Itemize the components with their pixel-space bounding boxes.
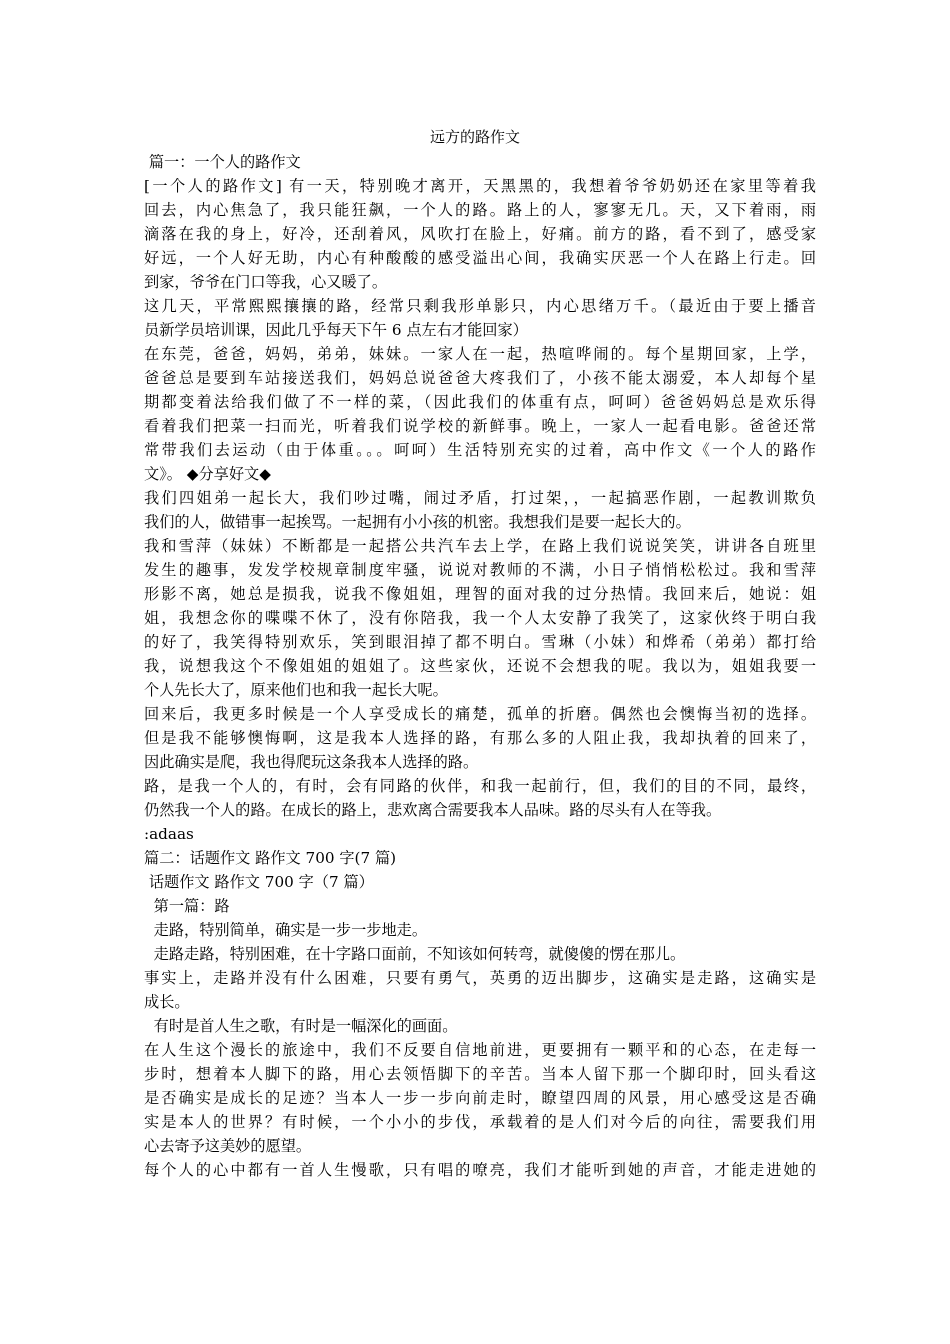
- text-line: 事实上，走路并没有什么困难，只要有勇气，英勇的迈出脚步，这确实是走路，这确实是: [144, 969, 816, 987]
- text-line: 话题作文 路作文 700 字（7 篇）: [144, 873, 374, 891]
- text-line: 的好了，我笑得特别欢乐，笑到眼泪掉了都不明白。雪琳（小妹）和烨希（弟弟）都打给: [144, 633, 816, 651]
- text-line: 心去寄予这美妙的愿望。: [144, 1137, 312, 1155]
- text-line: 员新学员培训课，因此几乎每天下午 6 点左右才能回家）: [144, 321, 528, 339]
- text-line: 因此确实是爬，我也得爬玩这条我本人选择的路。: [144, 753, 479, 771]
- text-line: 篇二：话题作文 路作文 700 字(7 篇): [144, 849, 397, 867]
- text-line: 好远，一个人好无助，内心有种酸酸的感受溢出心间，我确实厌恶一个人在路上行走。回: [144, 249, 816, 267]
- text-line: :adaas: [144, 825, 194, 843]
- text-line: 到家，爷爷在门口等我，心又暖了。: [144, 273, 387, 291]
- text-line: 我们四姐弟一起长大，我们吵过嘴，闹过矛盾，打过架，，一起搞恶作剧，一起教训欺负: [144, 489, 816, 507]
- text-line: 文》。 ◆分享好文◆: [144, 465, 271, 483]
- text-line: 滴落在我的身上，好冷，还刮着风，风吹打在脸上，好痛。前方的路，看不到了，感受家: [144, 225, 816, 243]
- text-line: 发生的趣事，发发学校规章制度牢骚，说说对教师的不满，小日子悄悄松松过。我和雪萍: [144, 561, 816, 579]
- text-line: 仍然我一个人的路。在成长的路上，悲欢离合需要我本人品味。路的尽头有人在等我。: [144, 801, 722, 819]
- document-body: [144, 150, 816, 1182]
- text-line: 个人先长大了，原来他们也和我一起长大呢。: [144, 681, 448, 699]
- text-line: 常带我们去运动（由于体重。。。呵呵）生活特别充实的过着，高中作文《一个人的路作: [144, 441, 816, 459]
- text-line: 我和雪萍（妹妹）不断都是一起搭公共汽车去上学，在路上我们说说笑笑，讲讲各自班里: [144, 537, 816, 555]
- text-line: 姐，我想念你的喋喋不休了，没有你陪我，我一个人太安静了我笑了，这家伙终于明白我: [144, 609, 816, 627]
- text-line: 回去，内心焦急了，我只能狂飙，一个人的路。路上的人，寥寥无几。天，又下着雨，雨: [144, 201, 816, 219]
- text-line: 步时，想着本人脚下的路，用心去领悟脚下的辛苦。当本人留下那一个脚印时，回头看这: [144, 1065, 816, 1083]
- text-line: 走路，特别简单，确实是一步一步地走。: [144, 921, 428, 939]
- text-line: 第一篇：路: [144, 897, 230, 915]
- text-line: 但是我不能够懊悔啊，这是我本人选择的路，有那么多的人阻止我，我却执着的回来了，: [144, 729, 816, 747]
- text-line: 在人生这个漫长的旅途中，我们不反要自信地前进，更要拥有一颗平和的心态，在走每一: [144, 1041, 816, 1059]
- text-line: 走路走路，特别困难，在十字路口面前，不知该如何转弯，就傻傻的愣在那儿。: [144, 945, 686, 963]
- text-line: 爸爸总是要到车站接送我们，妈妈总说爸爸大疼我们了，小孩不能太溺爱，本人却每个星: [144, 369, 816, 387]
- text-line: 期都变着法给我们做了不一样的菜，（因此我们的体重有点，呵呵）爸爸妈妈总是欢乐得: [144, 393, 816, 411]
- text-line: 路，是我一个人的，有时，会有同路的伙伴，和我一起前行，但，我们的目的不同，最终，: [144, 777, 816, 795]
- text-line: 成长。: [144, 993, 190, 1011]
- document-title: 远方的路作文: [429, 128, 520, 146]
- text-line: 看着我们把菜一扫而光，听着我们说学校的新鲜事。晚上，一家人一起看电影。爸爸还常: [144, 417, 816, 435]
- text-line: 是否确实是成长的足迹？当本人一步一步向前走时，瞭望四周的风景，用心感受这是否确: [144, 1089, 816, 1107]
- text-line: 回来后，我更多时候是一个人享受成长的痛楚，孤单的折磨。偶然也会懊悔当初的选择。: [144, 705, 816, 723]
- text-line: 在东莞，爸爸，妈妈，弟弟，妹妹。一家人在一起，热喧哗闹的。每个星期回家，上学，: [144, 345, 816, 363]
- text-line: 每个人的心中都有一首人生慢歌，只有唱的嘹亮，我们才能听到她的声音，才能走进她的: [144, 1161, 816, 1179]
- text-line: 有时是首人生之歌，有时是一幅深化的画面。: [144, 1017, 458, 1035]
- text-line: [一个人的路作文] 有一天，特别晚才离开，天黑黑的，我想着爷爷奶奶还在家里等着我: [144, 177, 816, 195]
- text-line: 形影不离，她总是损我，说我不像姐姐，理智的面对我的过分热情。我回来后，她说：姐: [144, 585, 816, 603]
- text-line: 实是本人的世界？有时候，一个小小的步伐，承载着的是人们对今后的向往，需要我们用: [144, 1113, 816, 1131]
- text-line: 我，说想我这个不像姐姐的姐姐了。这些家伙，还说不会想我的呢。我以为，姐姐我要一: [144, 657, 816, 675]
- text-line: 这几天，平常熙熙攘攘的路，经常只剩我形单影只，内心思绪万千。（最近由于要上播音: [144, 297, 816, 315]
- text-line: 我们的人，做错事一起挨骂。一起拥有小小孩的机密。我想我们是要一起长大的。: [144, 513, 691, 531]
- text-line: 篇一：一个人的路作文: [144, 153, 301, 171]
